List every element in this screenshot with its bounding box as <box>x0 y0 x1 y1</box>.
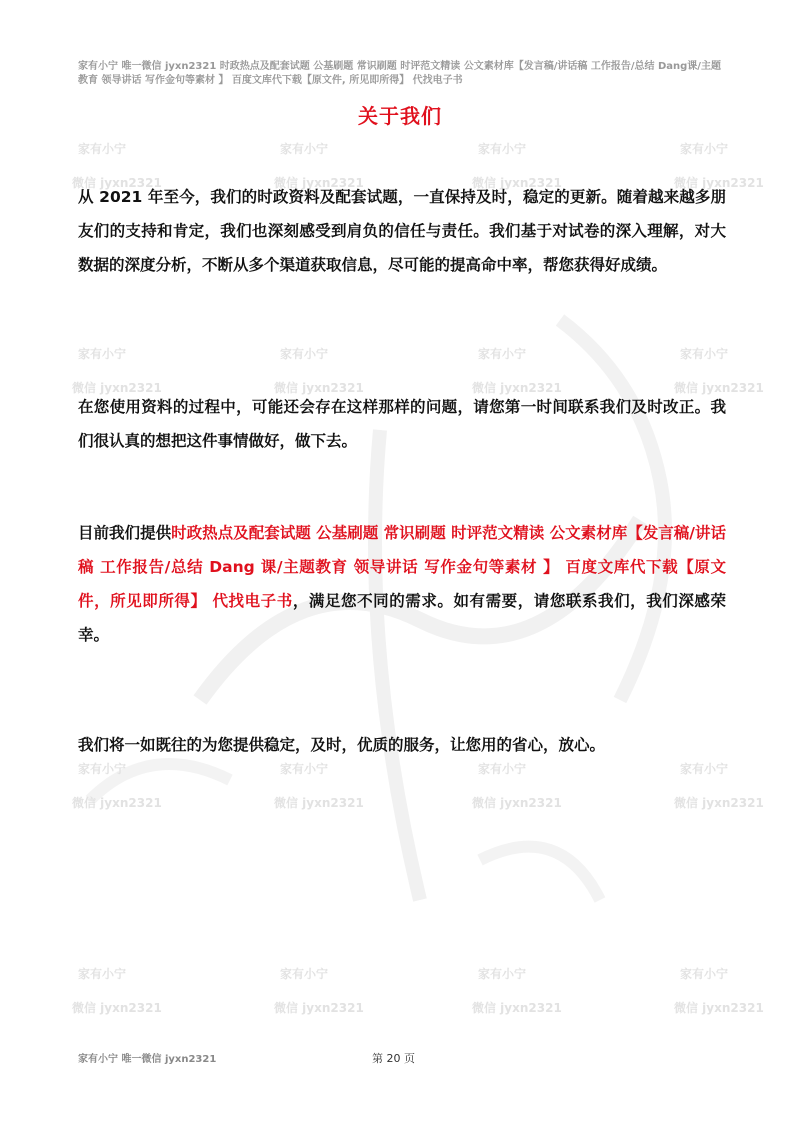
watermark-name: 家有小宁 <box>78 762 127 776</box>
watermark-wechat: 微信 jyxn2321 <box>72 1001 162 1015</box>
watermark-name: 家有小宁 <box>680 762 729 776</box>
watermark-wechat: 微信 jyxn2321 <box>274 381 364 395</box>
watermark-wechat: 微信 jyxn2321 <box>472 796 562 810</box>
watermark-wechat: 微信 jyxn2321 <box>674 1001 764 1015</box>
paragraph-feedback: 在您使用资料的过程中，可能还会存在这样那样的问题，请您第一时间联系我们及时改正。我们很认真的想把这件事情做好，做下去。 <box>78 398 726 450</box>
watermark-name: 家有小宁 <box>478 142 527 156</box>
services-lead: 目前我们提供 <box>78 524 172 542</box>
watermark-wechat: 微信 jyxn2321 <box>674 176 764 190</box>
watermark-wechat: 微信 jyxn2321 <box>72 176 162 190</box>
watermark-name: 家有小宁 <box>78 967 127 981</box>
watermark-wechat: 微信 jyxn2321 <box>472 381 562 395</box>
watermark-name: 家有小宁 <box>478 967 527 981</box>
paragraph-services <box>78 516 726 652</box>
watermark-name: 家有小宁 <box>280 347 329 361</box>
watermark-wechat: 微信 jyxn2321 <box>472 1001 562 1015</box>
page-number: 第 20 页 <box>372 1052 415 1065</box>
watermark-name: 家有小宁 <box>280 967 329 981</box>
watermark-wechat: 微信 jyxn2321 <box>274 1001 364 1015</box>
watermark-name: 家有小宁 <box>280 142 329 156</box>
services-tail: ，满足您不同的需求。如有需要，请您联系我们，我们深感荣幸。 <box>78 592 726 644</box>
watermark-name: 家有小宁 <box>680 347 729 361</box>
footer-contact: 家有小宁 唯一微信 jyxn2321 <box>78 1054 217 1065</box>
services-list: 时政热点及配套试题 公基刷题 常识刷题 时评范文精读 公文素材库【发言稿/讲话稿 工作报告/总结 Dang 课/主题教育 领导讲话 写作金句等素材 】 百度文库代下载【原文件，所见即所得】 代找电子书 <box>78 524 726 610</box>
watermark-wechat: 微信 jyxn2321 <box>72 381 162 395</box>
watermark-name: 家有小宁 <box>478 762 527 776</box>
watermark-name: 家有小宁 <box>280 762 329 776</box>
watermark-name: 家有小宁 <box>680 142 729 156</box>
watermark-wechat: 微信 jyxn2321 <box>674 796 764 810</box>
watermark-wechat: 微信 jyxn2321 <box>674 381 764 395</box>
paragraph-intro: 从 2021 年至今，我们的时政资料及配套试题，一直保持及时，稳定的更新。随着越来越多朋友们的支持和肯定，我们也深刻感受到肩负的信任与责任。我们基于对试卷的深入理解，对大数据的深度分析，不断从多个渠道获取信息，尽可能的提高命中率，帮您获得好成绩。 <box>78 188 726 274</box>
page-header: 家有小宁 唯一微信 jyxn2321 时政热点及配套试题 公基刷题 常识刷题 时评范文精读 公文素材库【发言稿/讲话稿 工作报告/总结 Dang课/主题教育 领导讲话 写作金句等素材 】 百度文库代下载【原文件, 所见即所得】 代找电子书 <box>78 61 721 86</box>
watermark-wechat: 微信 jyxn2321 <box>274 176 364 190</box>
watermark-name: 家有小宁 <box>478 347 527 361</box>
watermark-wechat: 微信 jyxn2321 <box>274 796 364 810</box>
watermark-name: 家有小宁 <box>680 967 729 981</box>
page-title: 关于我们 <box>358 104 442 128</box>
watermark-wechat: 微信 jyxn2321 <box>472 176 562 190</box>
watermark-name: 家有小宁 <box>78 347 127 361</box>
watermark-wechat: 微信 jyxn2321 <box>72 796 162 810</box>
paragraph-closing: 我们将一如既往的为您提供稳定，及时，优质的服务，让您用的省心，放心。 <box>78 736 606 754</box>
watermark-name: 家有小宁 <box>78 142 127 156</box>
